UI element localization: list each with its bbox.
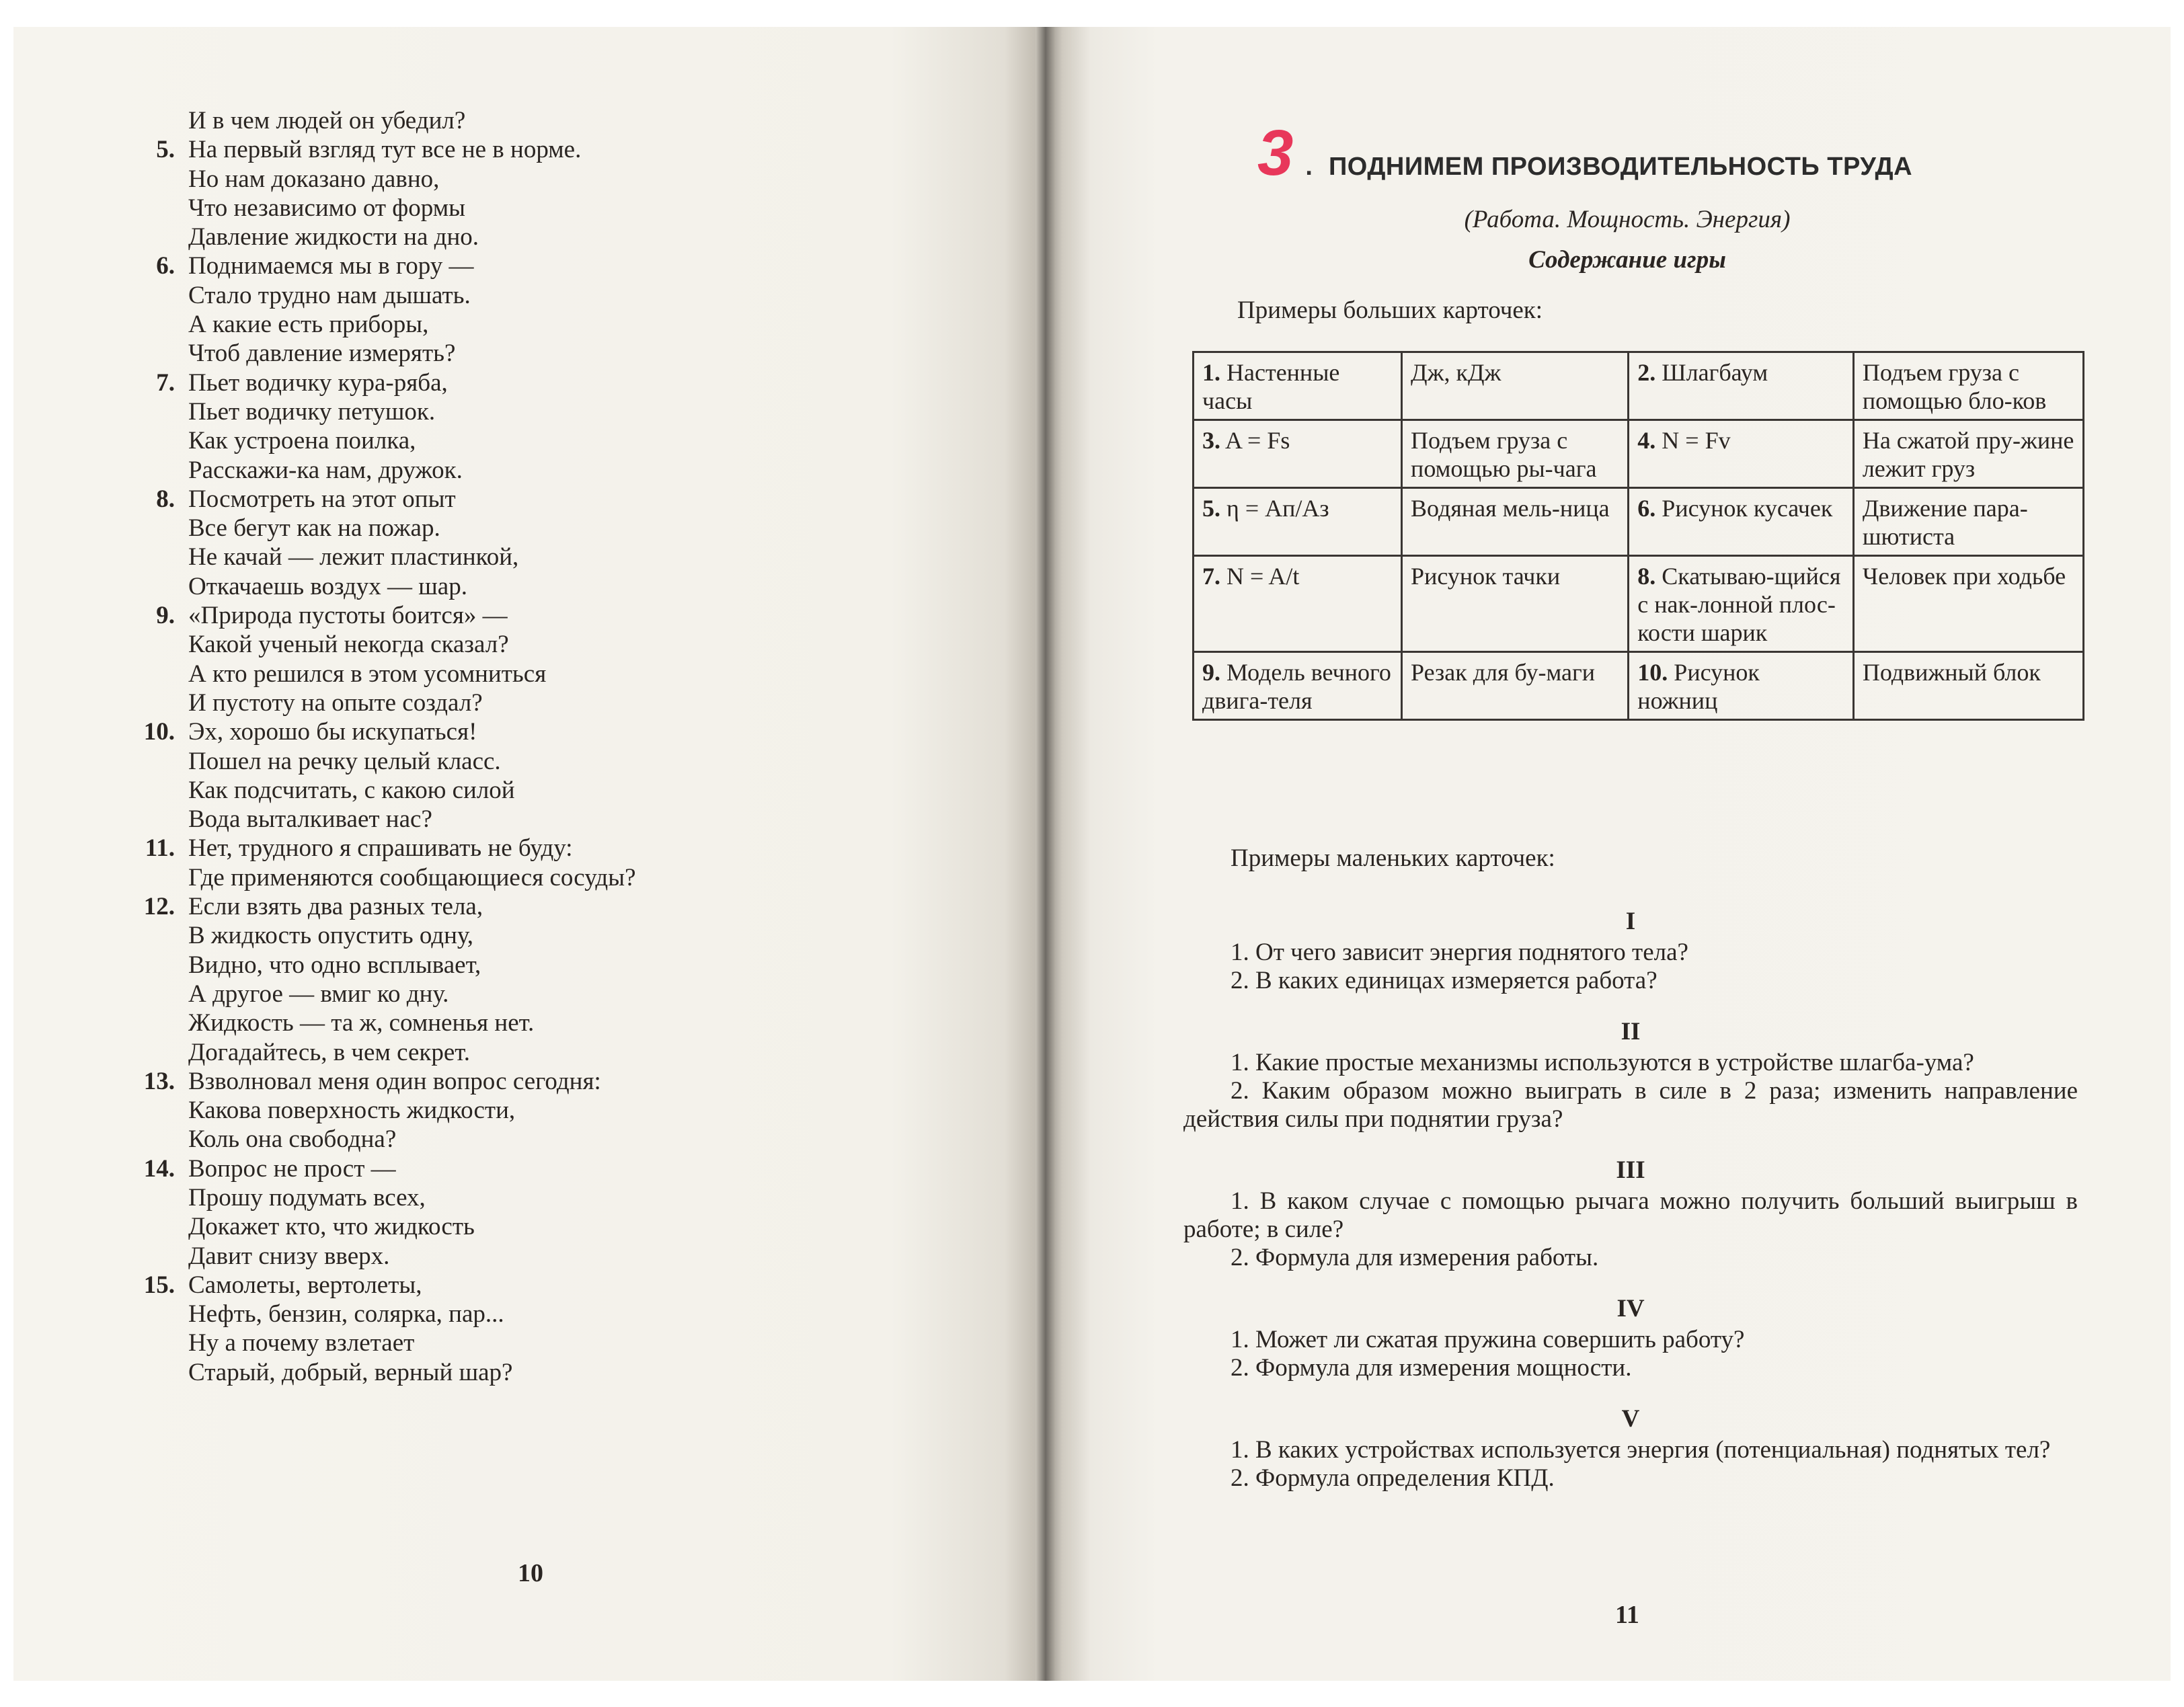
poem-line: Все бегут как на пожар. <box>188 514 440 543</box>
cell-text: η = Aп/Aз <box>1220 495 1329 522</box>
poem-line: И в чем людей он убедил? <box>188 107 466 134</box>
poem-line: И пустоту на опыте создал? <box>188 688 483 717</box>
stanza-number: 6. <box>156 252 175 280</box>
card-question: 2. Каким образом можно выиграть в силе в 2 раза; изменить направление действия силы при поднятии груза? <box>1183 1077 2078 1133</box>
cell-text: Водяная мель-ница <box>1411 495 1610 522</box>
stanza <box>129 601 802 717</box>
table-row <box>1194 488 2084 556</box>
card-question: 1. От чего зависит энергия поднятого тела? <box>1231 939 1688 966</box>
table-cell <box>1402 488 1629 556</box>
poem-line: Ну а почему взлетает <box>188 1329 415 1357</box>
poem-line: Поднимаемся мы в гору — <box>188 252 474 280</box>
poem-line: Если взять два разных тела, <box>188 893 483 921</box>
poem-line: Не качай — лежит пластинкой, <box>188 543 519 571</box>
big-cards-intro: Примеры больших карточек: <box>1237 296 1543 324</box>
table-cell <box>1853 420 2083 488</box>
table-row <box>1194 652 2084 720</box>
poem-line: Коль она свободна? <box>188 1125 397 1154</box>
poem-line: Откачаешь воздух — шар. <box>188 572 467 600</box>
big-cards-table-body <box>1194 352 2084 720</box>
stanza <box>129 834 802 892</box>
section-heading: Содержание игры <box>1528 246 1726 274</box>
chapter-number: 3 <box>1257 117 1294 189</box>
chapter-heading <box>1257 117 1913 189</box>
stanza-number: 5. <box>156 136 175 164</box>
cell-number: 8. <box>1637 563 1656 590</box>
stanza-number: 14. <box>143 1154 175 1183</box>
poem-line: В жидкость опустить одну, <box>188 922 473 950</box>
chapter-subtitle: (Работа. Мощность. Энергия) <box>1464 206 1791 233</box>
cell-text: Подъем груза с помощью бло-ков <box>1862 359 2047 414</box>
stanza <box>129 1154 802 1271</box>
poem-line: Как подсчитать, с какою силой <box>188 776 515 804</box>
stanza <box>129 1271 802 1387</box>
table-cell <box>1629 488 1854 556</box>
stanza <box>129 717 802 834</box>
stanza-number: 7. <box>156 368 175 397</box>
poem-line: Пьет водичку кура-ряба, <box>188 368 448 397</box>
stanza <box>129 368 802 485</box>
card-question: 2. Формула для измерения мощности. <box>1231 1354 1632 1382</box>
poem-line: Пьет водичку петушок. <box>188 397 436 426</box>
stanza-intro <box>129 106 802 135</box>
cell-number: 7. <box>1202 563 1220 590</box>
poem-line: Какой ученый некогда сказал? <box>188 631 509 659</box>
table-cell <box>1194 556 1402 652</box>
stanza-number: 8. <box>156 485 175 513</box>
card-set <box>1183 1018 2078 1134</box>
chapter-title: ПОДНИМЕМ ПРОИЗВОДИТЕЛЬНОСТЬ ТРУДА <box>1328 153 1913 181</box>
cell-number: 2. <box>1637 359 1656 386</box>
poem-line: Вода выталкивает нас? <box>188 805 432 834</box>
card-question: 1. В каком случае с помощью рычага можно получить больший выигрыш в работе; в силе? <box>1183 1187 2078 1243</box>
poem-line: Но нам доказано давно, <box>188 165 440 193</box>
cell-text: Модель вечного двига-теля <box>1202 659 1391 714</box>
table-cell <box>1629 420 1854 488</box>
poem-line: Чтоб давление измерять? <box>188 340 456 368</box>
card-question: 1. Может ли сжатая пружина совершить работу? <box>1231 1326 1745 1353</box>
cell-text: Дж, кДж <box>1411 359 1502 386</box>
card-question: 2. В каких единицах измеряется работа? <box>1231 967 1658 994</box>
poem-line: Самолеты, вертолеты, <box>188 1271 422 1299</box>
book-gutter <box>1036 27 1056 1681</box>
cell-number: 9. <box>1202 659 1220 686</box>
poem-line: Нет, трудного я спрашивать не буду: <box>188 834 573 863</box>
stanza-number: 15. <box>143 1271 175 1299</box>
cell-number: 5. <box>1202 495 1220 522</box>
card-question: 1. Какие простые механизмы используются в устройстве шлагба-ума? <box>1231 1049 1974 1076</box>
stanza <box>129 251 802 368</box>
small-cards-intro: Примеры маленьких карточек: <box>1231 844 1555 872</box>
stanza-list <box>129 135 802 1387</box>
table-cell <box>1853 488 2083 556</box>
table-cell <box>1853 652 2083 720</box>
stanza-number: 12. <box>143 893 175 921</box>
cell-text: Рисунок тачки <box>1411 563 1561 590</box>
poem-line: Какова поверхность жидкости, <box>188 1097 516 1125</box>
stanza <box>129 892 802 1067</box>
card-set-title: II <box>1621 1018 1641 1045</box>
stanza <box>129 485 802 601</box>
poem-line: Вопрос не прост — <box>188 1154 396 1183</box>
table-row <box>1194 352 2084 420</box>
card-set-title: III <box>1616 1156 1645 1184</box>
poem <box>129 106 802 1387</box>
poem-line: Давление жидкости на дно. <box>188 223 479 251</box>
poem-line: Эх, хорошо бы искупаться! <box>188 718 477 746</box>
poem-line: Давит снизу вверх. <box>188 1242 390 1270</box>
poem-line: Посмотреть на этот опыт <box>188 485 456 513</box>
stanza <box>129 1067 802 1154</box>
table-cell <box>1402 420 1629 488</box>
poem-line: Догадайтесь, в чем секрет. <box>188 1038 470 1066</box>
cell-text: Шлагбаум <box>1655 359 1768 386</box>
card-question: 2. Формула для измерения работы. <box>1231 1244 1599 1271</box>
cell-text: Человек при ходьбе <box>1862 563 2066 590</box>
poem-line: Расскажи-ка нам, дружок. <box>188 456 463 484</box>
stanza-number: 11. <box>145 834 175 863</box>
cell-text: Скатываю-щийся с нак-лонной плос-кости шарик <box>1637 563 1841 646</box>
poem-line: А другое — вмиг ко дну. <box>188 980 449 1008</box>
table-cell <box>1853 352 2083 420</box>
card-set <box>1183 1156 2078 1272</box>
small-card-sets <box>1183 908 2078 1515</box>
poem-line: Что независимо от формы <box>188 194 465 222</box>
table-cell <box>1194 420 1402 488</box>
poem-line: Стало трудно нам дышать. <box>188 281 471 309</box>
card-set-title: IV <box>1616 1295 1645 1322</box>
table-row <box>1194 420 2084 488</box>
table-cell <box>1194 652 1402 720</box>
card-set <box>1183 908 2078 995</box>
poem-line: Прошу подумать всех, <box>188 1183 426 1212</box>
card-set-title: I <box>1625 908 1636 935</box>
card-set <box>1183 1405 2078 1493</box>
poem-line: А кто решился в этом усомниться <box>188 660 547 688</box>
stanza-number: 13. <box>143 1067 175 1095</box>
table-cell <box>1402 352 1629 420</box>
card-question: 1. В каких устройствах используется энергия (потенциальная) поднятых тел? <box>1231 1436 2051 1464</box>
poem-line: Пошел на речку целый класс. <box>188 747 501 775</box>
card-set <box>1183 1295 2078 1382</box>
table-cell <box>1194 352 1402 420</box>
page-number-left: 10 <box>518 1559 543 1587</box>
poem-line: «Природа пустоты боится» — <box>188 602 508 630</box>
cell-text: Резак для бу-маги <box>1411 659 1596 686</box>
cell-text: Движение пара-шютиста <box>1862 495 2028 550</box>
cell-number: 4. <box>1637 427 1656 454</box>
table-cell <box>1629 556 1854 652</box>
card-question: 2. Формула определения КПД. <box>1231 1464 1555 1492</box>
cell-text: Настенные часы <box>1202 359 1340 414</box>
poem-line: Докажет кто, что жидкость <box>188 1213 475 1241</box>
poem-line: Старый, добрый, верный шар? <box>188 1358 513 1386</box>
poem-line: Жидкость — та ж, сомненья нет. <box>188 1009 535 1037</box>
cell-text: A = Fs <box>1220 427 1290 454</box>
stanza-number: 9. <box>156 602 175 630</box>
poem-line: А какие есть приборы, <box>188 311 429 339</box>
poem-line: Где применяются сообщающиеся сосуды? <box>188 863 636 891</box>
cell-text: Подъем груза с помощью ры-чага <box>1411 427 1597 482</box>
cell-number: 3. <box>1202 427 1220 454</box>
cell-text: Рисунок кусачек <box>1655 495 1833 522</box>
stanza <box>129 135 802 251</box>
table-cell <box>1853 556 2083 652</box>
table-row <box>1194 556 2084 652</box>
card-set-title: V <box>1621 1405 1640 1433</box>
table-cell <box>1402 556 1629 652</box>
poem-line: Взволновал меня один вопрос сегодня: <box>188 1067 601 1095</box>
poem-line: Нефть, бензин, солярка, пар... <box>188 1300 504 1328</box>
cell-text: Рисунок ножниц <box>1637 659 1760 714</box>
cell-text: Подвижный блок <box>1862 659 2041 686</box>
stanza-number: 10. <box>143 718 175 746</box>
chapter-dot: . <box>1305 153 1313 181</box>
poem-line: Как устроена поилка, <box>188 427 416 455</box>
table-cell <box>1194 488 1402 556</box>
page-number-right: 11 <box>1615 1601 1639 1629</box>
cell-text: На сжатой пру-жине лежит груз <box>1862 427 2074 482</box>
cell-text: N = A/t <box>1220 563 1300 590</box>
table-cell <box>1629 652 1854 720</box>
cell-text: N = Fv <box>1655 427 1731 454</box>
big-cards-table <box>1192 351 2084 721</box>
poem-line: На первый взгляд тут все не в норме. <box>188 136 582 164</box>
cell-number: 6. <box>1637 495 1656 522</box>
cell-number: 10. <box>1637 659 1668 686</box>
table-cell <box>1629 352 1854 420</box>
table-cell <box>1402 652 1629 720</box>
poem-line: Видно, что одно всплывает, <box>188 951 481 979</box>
cell-number: 1. <box>1202 359 1220 386</box>
